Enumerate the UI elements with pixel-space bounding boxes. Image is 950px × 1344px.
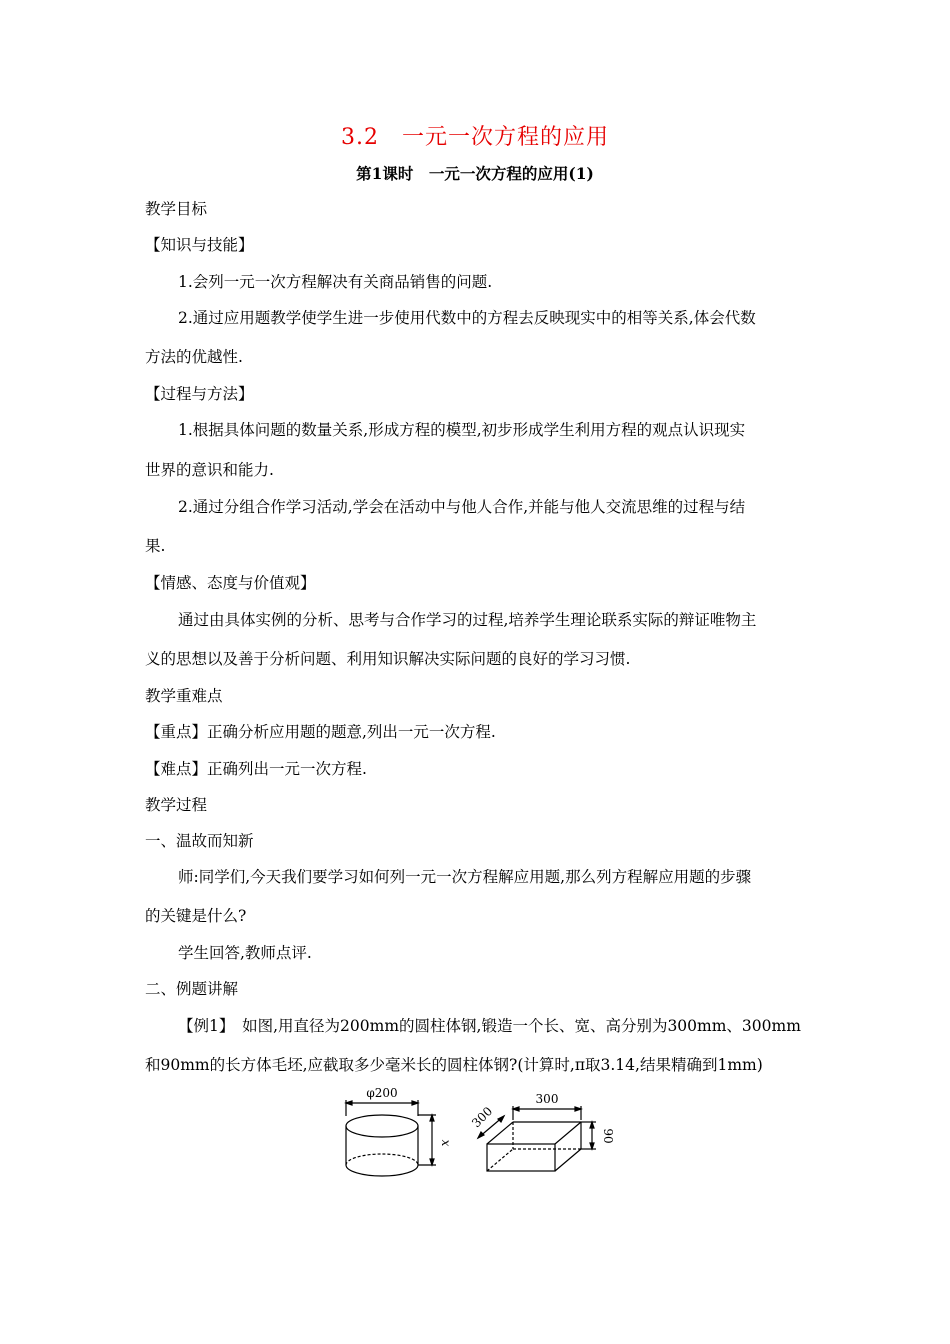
knowledge-item-1: 1.会列一元一次方程解决有关商品销售的问题. bbox=[178, 273, 493, 291]
key-heading: 教学重难点 bbox=[145, 687, 223, 705]
example1-figure bbox=[338, 1086, 628, 1186]
process-heading: 【过程与方法】 bbox=[145, 385, 254, 403]
process-item-2a: 2.通过分组合作学习活动,学会在活动中与他人合作,并能与他人交流思维的过程与结 bbox=[178, 498, 746, 516]
teacher-question-a: 师:同学们,今天我们要学习如何列一元一次方程解应用题,那么列方程解应用题的步骤 bbox=[178, 868, 752, 886]
process-item-2b: 果. bbox=[145, 537, 166, 555]
emotion-heading: 【情感、态度与价值观】 bbox=[145, 574, 316, 592]
box-diagram bbox=[478, 1106, 596, 1171]
section2-heading: 二、例题讲解 bbox=[145, 980, 239, 998]
knowledge-heading: 【知识与技能】 bbox=[145, 236, 254, 254]
box-height-label: 90 bbox=[601, 1128, 615, 1144]
process-item-1b: 世界的意识和能力. bbox=[145, 461, 274, 479]
emotion-text-b: 义的思想以及善于分析问题、利用知识解决实际问题的良好的学习习惯. bbox=[145, 650, 631, 668]
box-width-label: 300 bbox=[469, 1104, 496, 1131]
goals-heading: 教学目标 bbox=[145, 200, 208, 218]
cylinder-height-label: x bbox=[439, 1139, 453, 1147]
section1-heading: 一、温故而知新 bbox=[145, 832, 254, 850]
example1-text-a: 【例1】 如图,用直径为200mm的圆柱体钢,锻造一个长、宽、高分别为300mm、300mm bbox=[178, 1017, 801, 1035]
teaching-process-heading: 教学过程 bbox=[145, 796, 208, 814]
process-item-1a: 1.根据具体问题的数量关系,形成方程的模型,初步形成学生利用方程的观点认识现实 bbox=[178, 421, 746, 439]
knowledge-item-2b: 方法的优越性. bbox=[145, 348, 243, 366]
box-length-label: 300 bbox=[535, 1092, 559, 1106]
difficult-point: 【难点】正确列出一元一次方程. bbox=[145, 760, 367, 778]
page-title: 3.2 一元一次方程的应用 bbox=[341, 125, 609, 150]
lesson-subtitle: 第1课时 一元一次方程的应用(1) bbox=[356, 164, 594, 183]
knowledge-item-2a: 2.通过应用题教学使学生进一步使用代数中的方程去反映现实中的相等关系,体会代数 bbox=[178, 309, 756, 327]
example1-text-b: 和90mm的长方体毛坯,应截取多少毫米长的圆柱体钢?(计算时,π取3.14,结果精确到1mm) bbox=[145, 1056, 763, 1074]
emotion-text-a: 通过由具体实例的分析、思考与合作学习的过程,培养学生理论联系实际的辩证唯物主 bbox=[178, 611, 757, 629]
student-answer: 学生回答,教师点评. bbox=[178, 944, 312, 962]
cylinder-diagram bbox=[346, 1100, 436, 1176]
cylinder-diameter-label: φ200 bbox=[366, 1086, 398, 1100]
key-point: 【重点】正确分析应用题的题意,列出一元一次方程. bbox=[145, 723, 496, 741]
teacher-question-b: 的关键是什么? bbox=[145, 907, 247, 925]
